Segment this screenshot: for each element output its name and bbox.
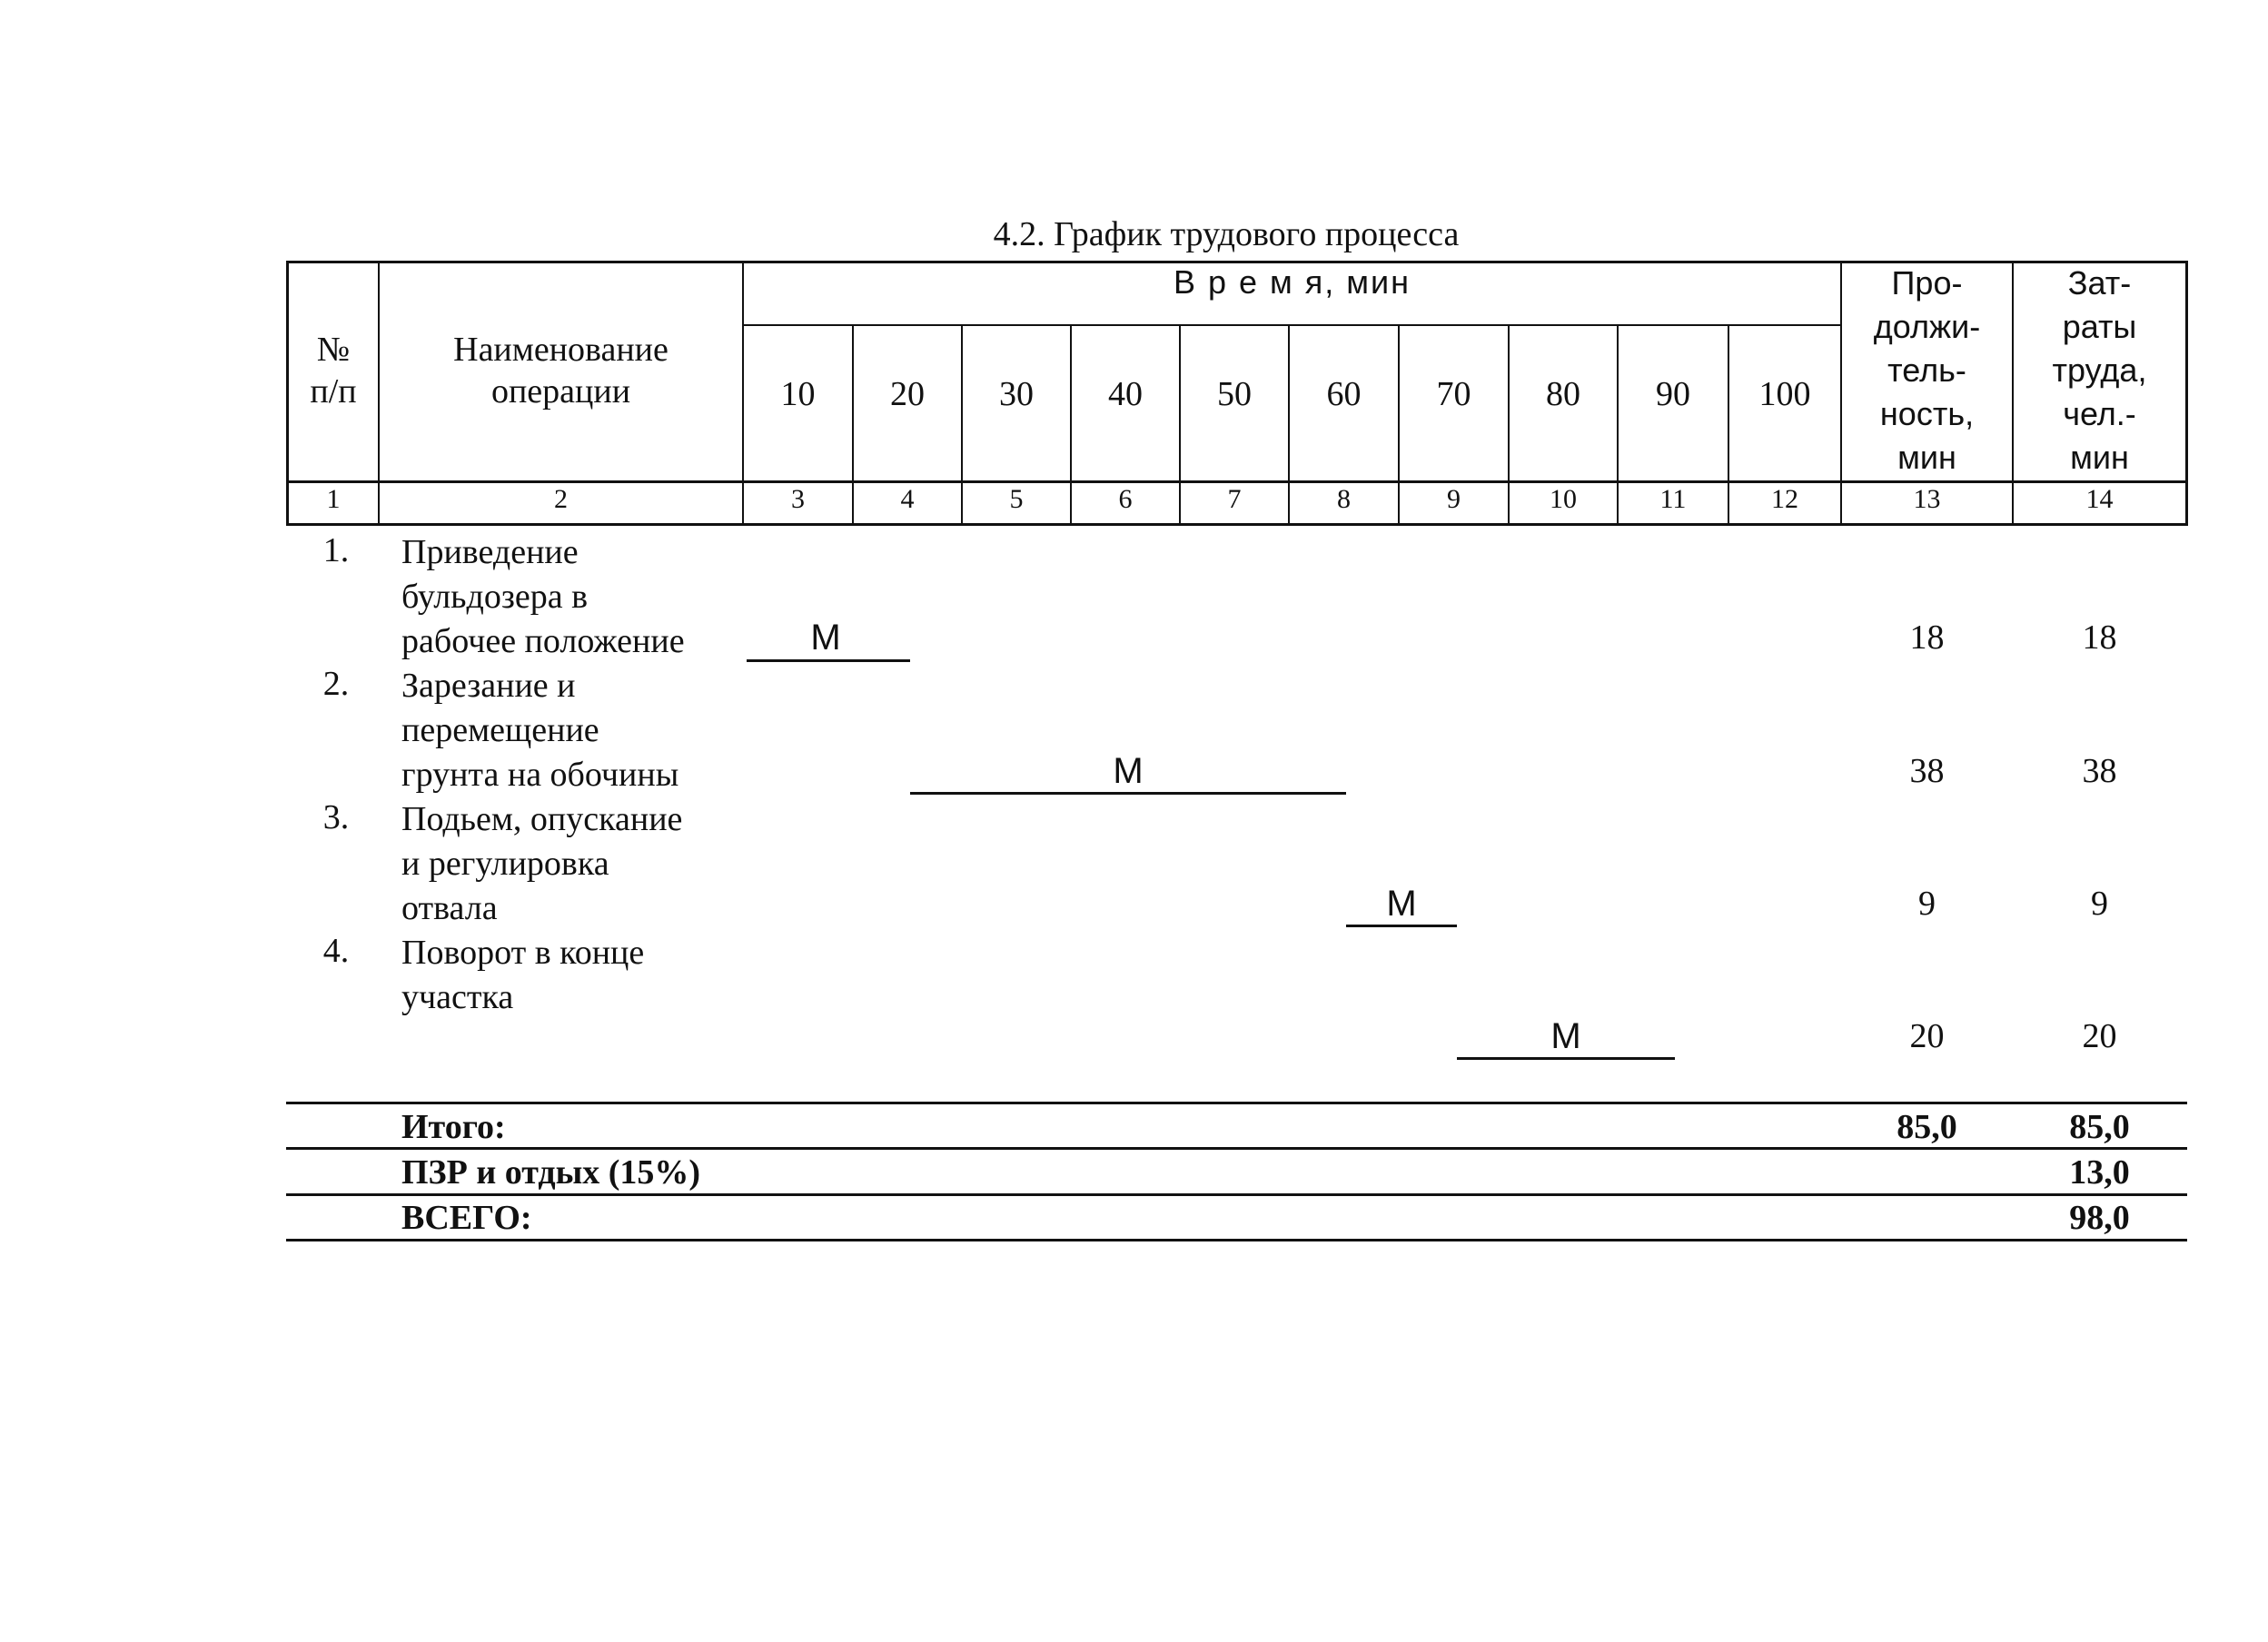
header-col-labor-line2: раты	[2062, 308, 2137, 345]
header-col-duration-line5: мин	[1897, 439, 1956, 476]
column-number: 2	[554, 484, 568, 514]
header-col-name	[380, 329, 742, 412]
rest-label: ПЗР и отдых (15%)	[401, 1153, 701, 1192]
column-number: 8	[1337, 484, 1351, 514]
column-number: 10	[1550, 484, 1577, 514]
duration-value: 18	[1909, 618, 1945, 657]
operation-name-line: и регулировка	[401, 845, 609, 883]
gantt-bar	[1457, 1057, 1675, 1060]
column-number: 6	[1118, 484, 1133, 514]
operation-name-line: грунта на обочины	[401, 756, 679, 794]
header-col-labor-line1: Зат-	[2067, 264, 2132, 302]
operation-number: 4.	[322, 932, 350, 970]
column-number: 7	[1227, 484, 1242, 514]
time-tick-80: 80	[1546, 375, 1580, 413]
duration-value: 38	[1909, 752, 1945, 790]
column-number: 3	[791, 484, 805, 514]
time-tick-60: 60	[1326, 375, 1362, 413]
header-col-labor	[2014, 262, 2185, 480]
operation-name-line: перемещение	[401, 711, 599, 749]
rest-labor: 13,0	[2069, 1153, 2130, 1192]
column-number: 11	[1659, 484, 1687, 514]
gantt-bar-label: М	[810, 618, 841, 658]
operation-name	[401, 797, 725, 931]
header-col-duration-line1: Про-	[1891, 264, 1963, 302]
operation-name-line: отвала	[401, 889, 498, 927]
header-col-no	[289, 329, 378, 412]
time-tick-30: 30	[999, 375, 1034, 413]
labor-value: 38	[2082, 752, 2117, 790]
subtotal-duration: 85,0	[1897, 1108, 1957, 1146]
duration-value: 9	[1918, 885, 1936, 923]
operation-number: 1.	[322, 531, 350, 569]
gantt-bar-label: М	[1386, 884, 1417, 924]
column-number: 14	[2085, 484, 2114, 514]
operation-number: 3.	[322, 798, 350, 836]
operation-name-line: Поворот в конце	[401, 934, 645, 972]
header-col-duration-line2: должи-	[1873, 308, 1981, 345]
gantt-bar-label: М	[1550, 1016, 1581, 1056]
total-labor: 98,0	[2069, 1199, 2130, 1237]
time-tick-90: 90	[1656, 375, 1690, 413]
time-tick-20: 20	[890, 375, 925, 413]
header-col-labor-line3: труда,	[2052, 351, 2147, 389]
operation-name-line: бульдозера в	[401, 578, 589, 616]
subtotal-label: Итого:	[401, 1108, 506, 1146]
time-tick-100: 100	[1758, 375, 1811, 413]
table-title: 4.2. График трудового процесса	[993, 215, 1460, 253]
header-col-labor-line5: мин	[2070, 439, 2129, 476]
header-col-no-line1: №	[316, 331, 351, 369]
gantt-bar	[1346, 925, 1457, 927]
gantt-bar	[747, 659, 910, 662]
column-number: 1	[326, 484, 341, 514]
header-col-name-line1: Наименование	[453, 331, 669, 369]
time-tick-70: 70	[1436, 375, 1471, 413]
labor-value: 20	[2082, 1017, 2117, 1055]
subtotal-labor: 85,0	[2069, 1108, 2130, 1146]
header-col-duration	[1842, 262, 2012, 480]
operation-name-line: Приведение	[401, 533, 579, 571]
header-col-no-line2: п/п	[310, 372, 357, 410]
column-number: 4	[900, 484, 915, 514]
header-time-label: В р е м я, мин	[1173, 263, 1411, 301]
header-col-labor-line4: чел.-	[2063, 395, 2136, 432]
operation-name-line: рабочее положение	[401, 622, 685, 660]
labor-value: 18	[2082, 618, 2117, 657]
header-col-duration-line4: ность,	[1879, 395, 1975, 432]
time-tick-10: 10	[780, 375, 816, 413]
column-number: 9	[1447, 484, 1461, 514]
time-tick-40: 40	[1108, 375, 1143, 413]
time-tick-50: 50	[1217, 375, 1252, 413]
duration-value: 20	[1909, 1017, 1945, 1055]
operation-number: 2.	[322, 665, 350, 703]
header-col-name-line2: операции	[490, 372, 631, 410]
operation-name	[401, 530, 725, 664]
column-number: 13	[1913, 484, 1941, 514]
operation-name	[401, 664, 725, 797]
operation-name-line: участка	[401, 978, 514, 1016]
operation-name-line: Зарезание и	[401, 667, 576, 705]
total-label: ВСЕГО:	[401, 1199, 532, 1237]
column-number: 5	[1009, 484, 1024, 514]
operation-name	[401, 931, 725, 1020]
column-number: 12	[1771, 484, 1798, 514]
header-col-duration-line3: тель-	[1887, 351, 1966, 389]
labor-value: 9	[2091, 885, 2108, 923]
operation-name-line: Подьем, опускание	[401, 800, 683, 838]
gantt-bar	[910, 792, 1346, 795]
gantt-bar-label: М	[1113, 751, 1144, 791]
